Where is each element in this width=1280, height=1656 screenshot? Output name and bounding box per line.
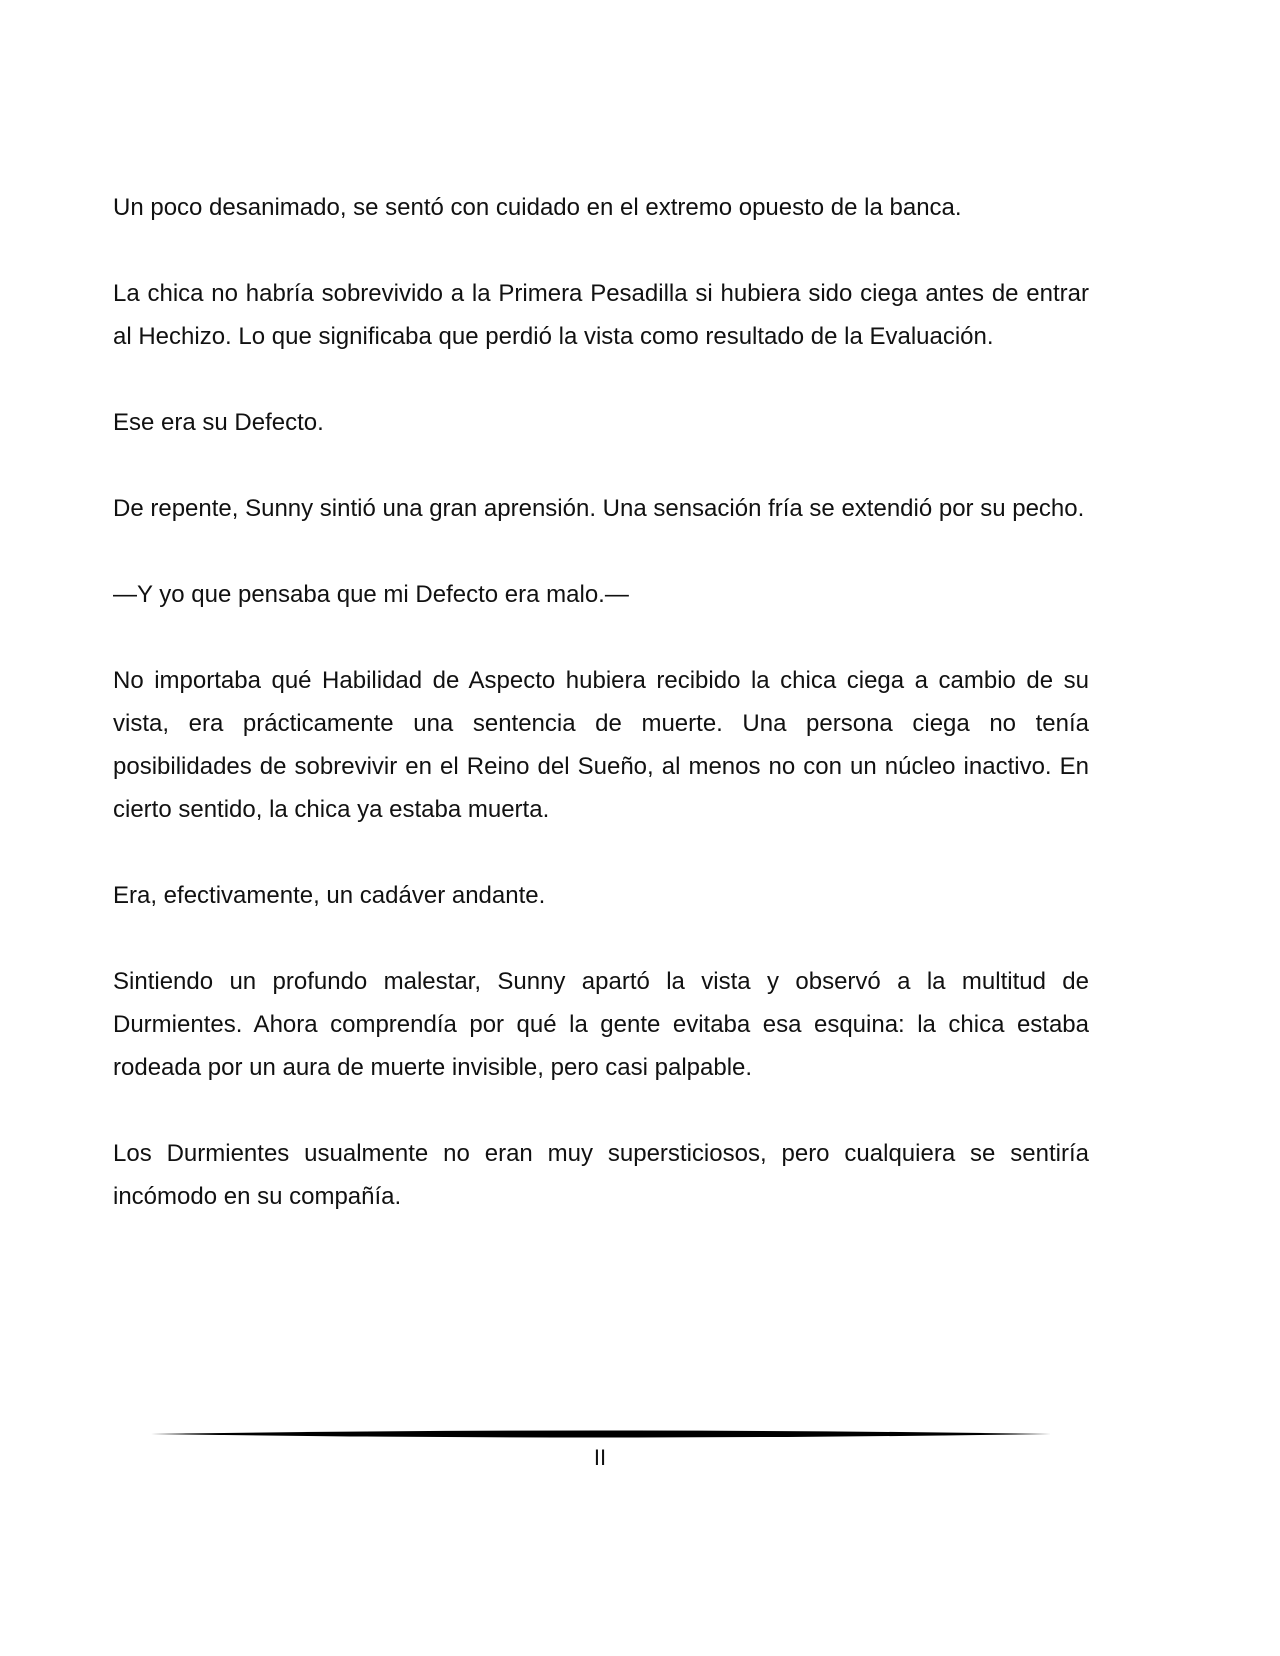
decorative-divider — [151, 1428, 1051, 1440]
paragraph-3: Ese era su Defecto. — [113, 409, 324, 436]
paragraph-8: Sintiendo un profundo malestar, Sunny apartó la vista y observó a la multitud de Durmientes. Ahora comprendía por qué la gente evitaba esa esquina: la chica estaba rodeada por un aura de muerte invisible, pero casi palpable. — [113, 968, 1089, 1081]
paragraph-7: Era, efectivamente, un cadáver andante. — [113, 882, 546, 909]
paragraph-9: Los Durmientes usualmente no eran muy supersticiosos, pero cualquiera se sentiría incómodo en su compañía. — [113, 1140, 1089, 1210]
paragraph-2: La chica no habría sobrevivido a la Primera Pesadilla si hubiera sido ciega antes de entrar al Hechizo. Lo que significaba que perdió la vista como resultado de la Evaluación. — [113, 280, 1089, 350]
paragraph-4: De repente, Sunny sintió una gran aprensión. Una sensación fría se extendió por su pecho. — [113, 495, 1085, 522]
paragraph-6: No importaba qué Habilidad de Aspecto hubiera recibido la chica ciega a cambio de su vista, era prácticamente una sentencia de muerte. Una persona ciega no tenía posibilidades de sobrevivir en el Reino del Sueño, al menos no con un núcleo inactivo. En cierto sentido, la chica ya estaba muerta. — [113, 667, 1089, 823]
paragraph-5: —Y yo que pensaba que mi Defecto era malo.— — [113, 581, 629, 608]
paragraph-1: Un poco desanimado, se sentó con cuidado en el extremo opuesto de la banca. — [113, 194, 962, 221]
body-text — [113, 186, 1089, 1261]
page-number: II — [593, 1445, 607, 1470]
